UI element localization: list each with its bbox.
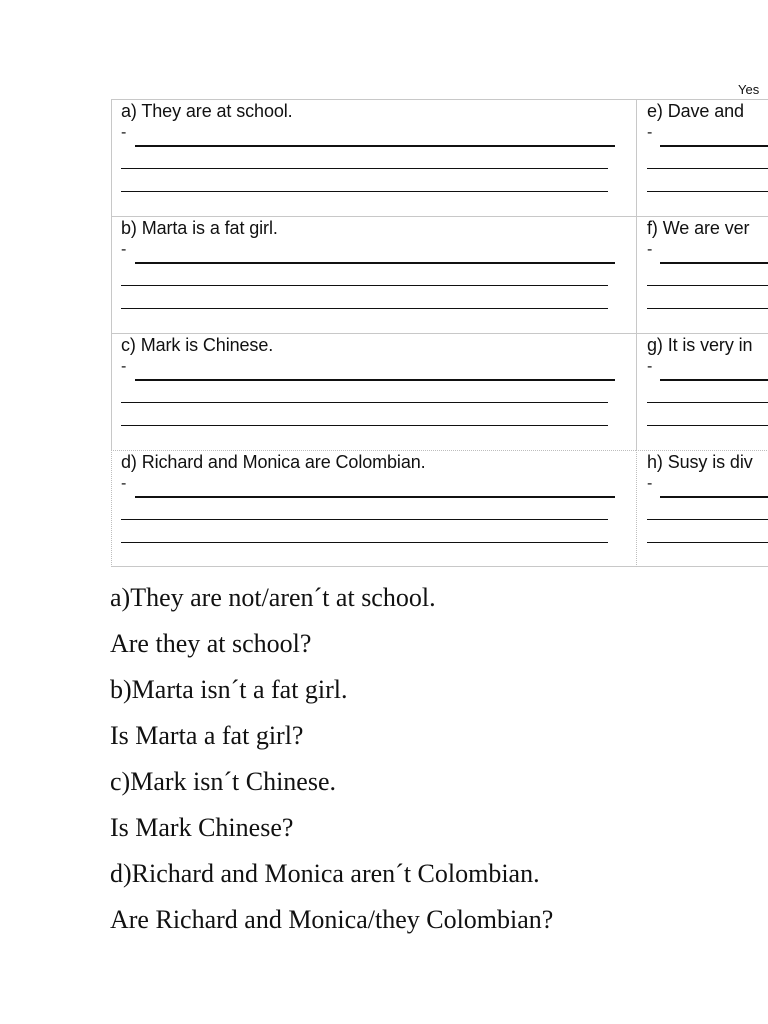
answer-text: d)Richard and Monica aren´t Colombian. (110, 859, 540, 888)
answer-line (647, 425, 768, 426)
answer-line (647, 285, 768, 286)
answer-line (121, 519, 608, 520)
exercise-cell-e (636, 99, 768, 216)
answer-dash: - (647, 241, 653, 258)
exercise-cell-h (636, 450, 768, 567)
exercise-prompt: c) Mark is Chinese. (121, 335, 274, 355)
worksheet-table (111, 99, 768, 567)
answer-line (647, 168, 768, 169)
answer-line (647, 542, 768, 543)
answer-line (121, 168, 608, 169)
answer-dash: - (121, 475, 127, 492)
exercise-cell-b (111, 216, 636, 333)
answer-line (121, 425, 608, 426)
exercise-cell-f (636, 216, 768, 333)
answer-line (135, 262, 615, 264)
answer-line (135, 379, 615, 381)
answer-line (647, 519, 768, 520)
exercise-prompt: d) Richard and Monica are Colombian. (121, 452, 426, 472)
exercise-prompt: a) They are at school. (121, 101, 293, 121)
answer-dash: - (121, 241, 127, 258)
answer-text: Are Richard and Monica/they Colombian? (110, 905, 554, 934)
answer-line (121, 308, 608, 309)
answer-line (660, 379, 768, 381)
answer-text: b)Marta isn´t a fat girl. (110, 675, 348, 704)
answer-line (121, 191, 608, 192)
answer-line (121, 402, 608, 403)
exercise-cell-g (636, 333, 768, 450)
exercise-cell-c (111, 333, 636, 450)
exercise-cell-a (111, 99, 636, 216)
answer-key (110, 580, 553, 948)
answer-line (135, 496, 615, 498)
exercise-prompt: b) Marta is a fat girl. (121, 218, 278, 238)
answer-text: Are they at school? (110, 629, 312, 658)
answer-text: c)Mark isn´t Chinese. (110, 767, 337, 796)
answer-text: Is Marta a fat girl? (110, 721, 304, 750)
answer-dash: - (647, 124, 653, 141)
answer-line (660, 145, 768, 147)
exercise-cell-d (111, 450, 636, 567)
exercise-prompt: h) Susy is div (647, 452, 753, 472)
exercise-prompt: e) Dave and (647, 101, 744, 121)
answer-text: a)They are not/aren´t at school. (110, 583, 436, 612)
answer-line (121, 285, 608, 286)
answer-dash: - (121, 124, 127, 141)
answer-line (135, 145, 615, 147)
answer-line (647, 402, 768, 403)
answer-line (647, 191, 768, 192)
answer-line (660, 496, 768, 498)
answer-dash: - (647, 475, 653, 492)
answer-line (647, 308, 768, 309)
answer-text: Is Mark Chinese? (110, 813, 294, 842)
column-header-yes: Yes (738, 82, 760, 97)
answer-line (121, 542, 608, 543)
answer-dash: - (121, 358, 127, 375)
answer-line (660, 262, 768, 264)
exercise-prompt: g) It is very in (647, 335, 753, 355)
answer-dash: - (647, 358, 653, 375)
exercise-prompt: f) We are ver (647, 218, 750, 238)
